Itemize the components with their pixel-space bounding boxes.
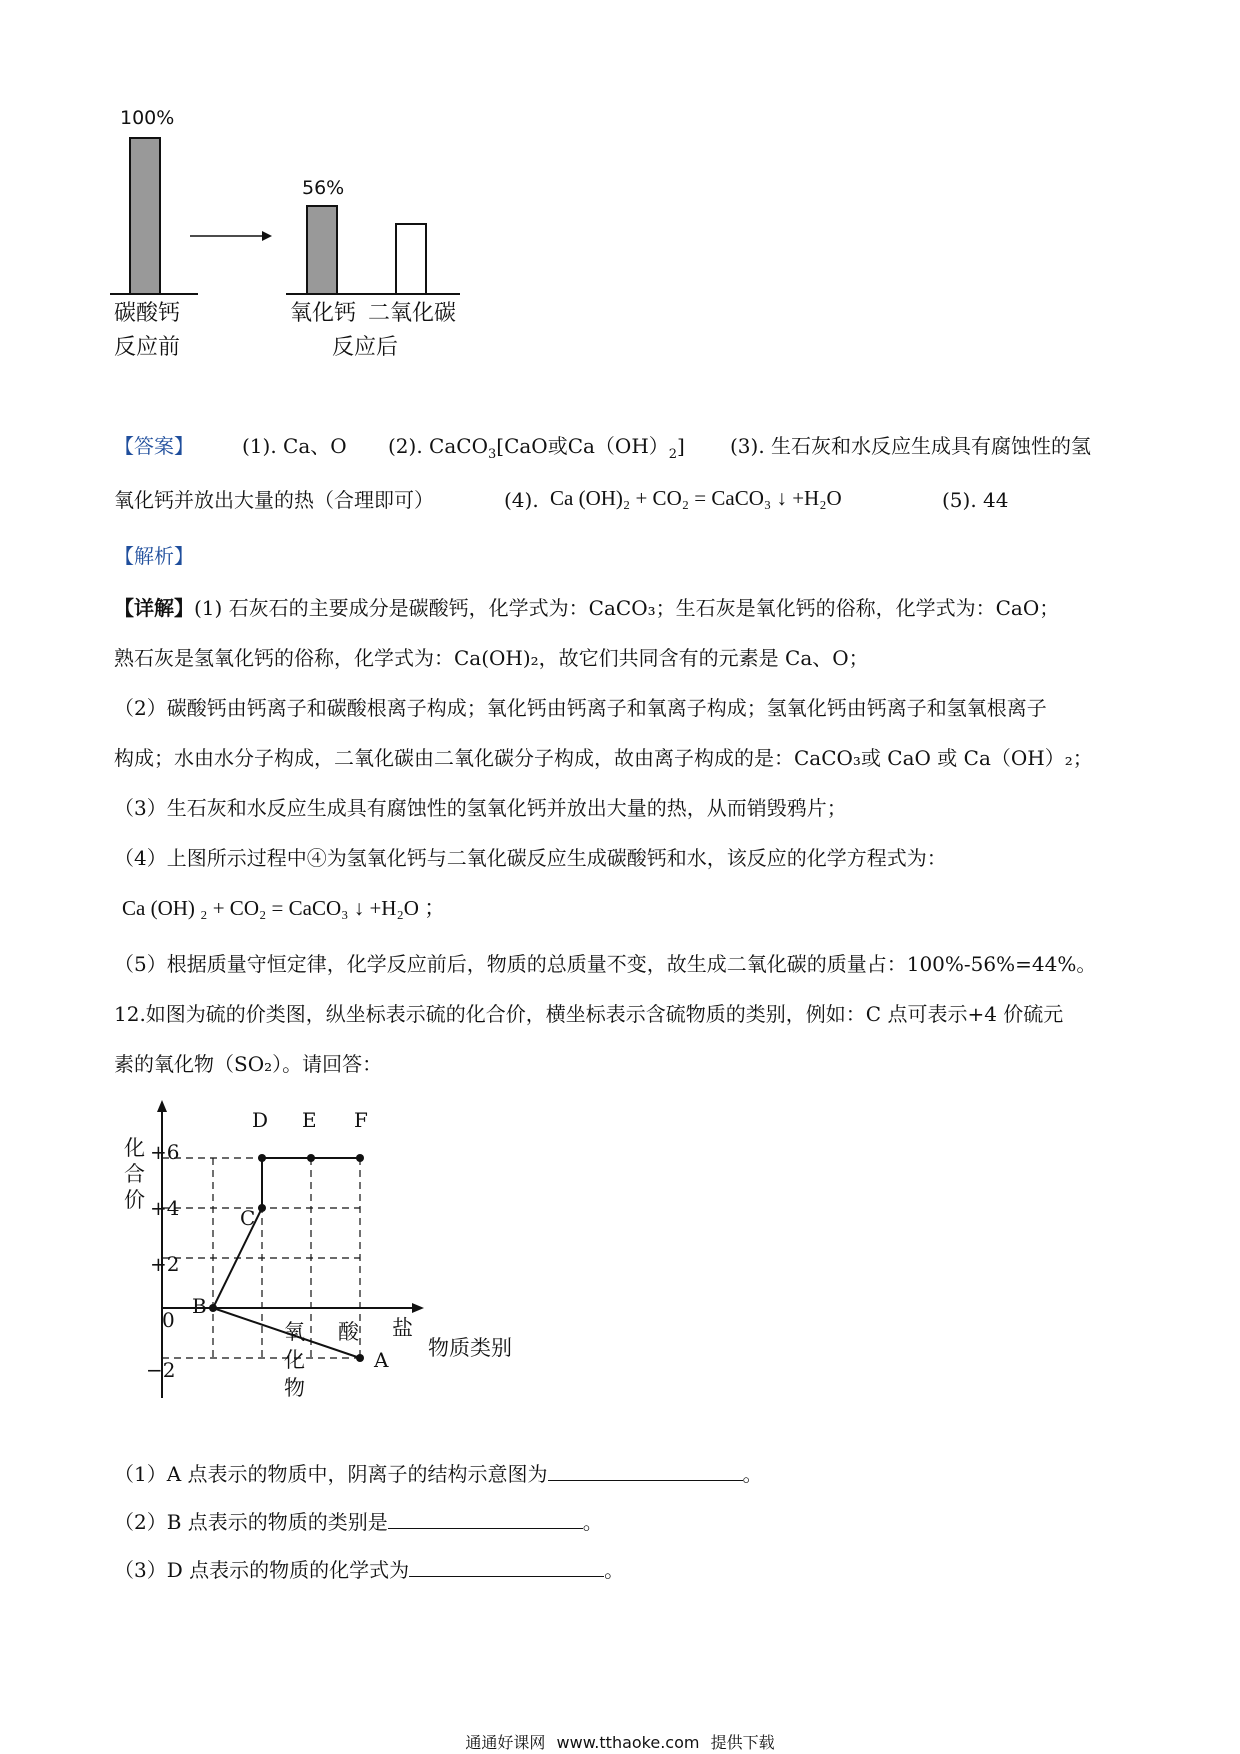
analysis-line-1	[114, 596, 1059, 620]
sub-question-2	[114, 1508, 603, 1534]
chart-y-axis-arrow	[157, 1100, 167, 1112]
answer-blank-3[interactable]	[409, 1556, 604, 1577]
chart-ylabel-char-2: 合	[124, 1162, 145, 1186]
bar-label-56: 56%	[302, 177, 345, 199]
after-stage-label: 反应后	[332, 335, 399, 360]
chart-point-e	[307, 1154, 315, 1162]
chart-xcat-oxide-2: 化	[284, 1348, 305, 1372]
chart-ytick-plus2: +2	[150, 1252, 180, 1276]
chart-xlabel: 物质类别	[428, 1336, 512, 1360]
answer-part-2-sub2: 2	[668, 447, 678, 462]
footer-url[interactable]: www.tthaoke.com	[556, 1733, 700, 1752]
calcium-carbonate-bar	[130, 138, 160, 294]
sub-question-2-end: 。	[582, 1510, 603, 1534]
sub-question-1	[114, 1460, 763, 1486]
footer-site-name: 通通好课网	[465, 1733, 546, 1752]
analysis-line-2: 熟石灰是氢氧化钙的俗称，化学式为：Ca(OH)₂，故它们共同含有的元素是 Ca、O；	[114, 646, 869, 670]
answer-part-2-bracket: [CaO或Ca（OH）	[496, 434, 669, 458]
valence-chart	[110, 1100, 550, 1430]
chart-xcat-oxide-3: 物	[284, 1376, 305, 1400]
chart-point-f	[356, 1154, 364, 1162]
after-substance-2-label: 二氧化碳	[368, 301, 457, 326]
answer-part-3-line2: 氧化钙并放出大量的热（合理即可）	[114, 488, 434, 512]
analysis-line-5: （3）生石灰和水反应生成具有腐蚀性的氢氧化钙并放出大量的热，从而销毁鸦片；	[114, 796, 847, 820]
sub-question-1-text: （1）A 点表示的物质中，阴离子的结构示意图为	[114, 1462, 548, 1486]
chart-ytick-zero: 0	[162, 1308, 175, 1332]
sub-question-3-text: （3）D 点表示的物质的化学式为	[114, 1558, 410, 1582]
footer-suffix: 提供下载	[710, 1733, 775, 1752]
answer-tag: 【答案】	[114, 434, 194, 458]
sub-question-1-end: 。	[742, 1462, 763, 1486]
answer-part-5: (5). 44	[942, 488, 1009, 512]
chart-x-axis-arrow	[412, 1303, 424, 1313]
chart-xcat-salt: 盐	[392, 1316, 413, 1340]
carbon-dioxide-bar	[396, 224, 426, 294]
chart-point-d	[258, 1154, 266, 1162]
point-label-b: B	[192, 1294, 207, 1318]
point-label-f: F	[354, 1108, 368, 1132]
chart-ylabel-char-1: 化	[124, 1136, 145, 1160]
before-stage-label: 反应前	[114, 335, 181, 360]
point-label-e: E	[302, 1108, 317, 1132]
analysis-line-3: （2）碳酸钙由钙离子和碳酸根离子构成；氧化钙由钙离子和氧离子构成；氢氧化钙由钙离子和氢氧根离子	[114, 696, 1047, 720]
answer-part-2-end: ]	[677, 434, 685, 458]
answer-part-4-equation: Ca (OH)₂ + CO₂ = CaCO₃ ↓ +H₂O	[550, 486, 842, 510]
analysis-tag: 【解析】	[114, 544, 194, 568]
page-footer	[0, 1730, 1240, 1753]
before-substance-label: 碳酸钙	[114, 301, 181, 326]
chart-point-b	[209, 1304, 217, 1312]
chart-ytick-plus4: +4	[150, 1196, 180, 1220]
answer-part-2-sub: 3	[487, 447, 497, 462]
bar-label-100: 100%	[120, 107, 175, 129]
sub-question-2-text: （2）B 点表示的物质的类别是	[114, 1510, 388, 1534]
answer-blank-2[interactable]	[388, 1508, 583, 1529]
bar-figure-svg	[100, 100, 520, 420]
analysis-line-4: 构成；水由水分子构成，二氧化碳由二氧化碳分子构成，故由离子构成的是：CaCO₃或 CaO 或 Ca（OH）₂；	[114, 746, 1093, 770]
detail-tag: 【详解】	[114, 596, 194, 620]
answer-part-2	[388, 434, 685, 467]
arrow-head	[262, 231, 272, 241]
analysis-line-8: （5）根据质量守恒定律，化学反应前后，物质的总质量不变，故生成二氧化碳的质量占：100%-56%=44%。	[114, 952, 1097, 976]
analysis-equation: Ca (OH) ₂ + CO₂ = CaCO₃ ↓ +H₂O ；	[122, 896, 446, 920]
answer-blank-1[interactable]	[548, 1460, 743, 1481]
question-12-line-1: 12.如图为硫的价类图，纵坐标表示硫的化合价，横坐标表示含硫物质的类别，例如：C 点可表示+4 价硫元	[114, 1002, 1064, 1026]
sub-question-3	[114, 1556, 624, 1582]
analysis-line-6: （4）上图所示过程中④为氢氧化钙与二氧化碳反应生成碳酸钙和水，该反应的化学方程式为：	[114, 846, 947, 870]
chart-point-c	[258, 1204, 266, 1212]
point-label-a: A	[374, 1348, 389, 1372]
chart-ylabel-char-3: 价	[124, 1188, 145, 1212]
chart-ytick-plus6: +6	[150, 1140, 180, 1164]
answer-line-1	[114, 434, 194, 458]
chart-xcat-oxide-1: 氧	[284, 1320, 305, 1344]
point-label-c: C	[240, 1206, 256, 1230]
answer-part-3-line1: (3). 生石灰和水反应生成具有腐蚀性的氢	[730, 434, 1092, 458]
chart-point-a	[356, 1354, 364, 1362]
calcium-oxide-bar	[307, 206, 337, 294]
answer-part-2-prefix: (2). CaCO	[388, 434, 488, 458]
analysis-line-1-text: (1) 石灰石的主要成分是碳酸钙，化学式为：CaCO₃；生石灰是氧化钙的俗称，化学式为：CaO；	[194, 596, 1060, 620]
chart-ytick-minus2: −2	[146, 1358, 176, 1382]
point-label-d: D	[252, 1108, 269, 1132]
after-substance-1-label: 氧化钙	[290, 301, 357, 326]
question-12-line-2: 素的氧化物（SO₂）。请回答：	[114, 1052, 383, 1076]
bar-figure	[100, 100, 520, 420]
answer-part-1: (1). Ca、O	[242, 434, 347, 458]
answer-part-4-label: (4).	[504, 488, 539, 512]
sub-question-3-end: 。	[604, 1558, 625, 1582]
chart-xcat-acid: 酸	[338, 1320, 359, 1344]
